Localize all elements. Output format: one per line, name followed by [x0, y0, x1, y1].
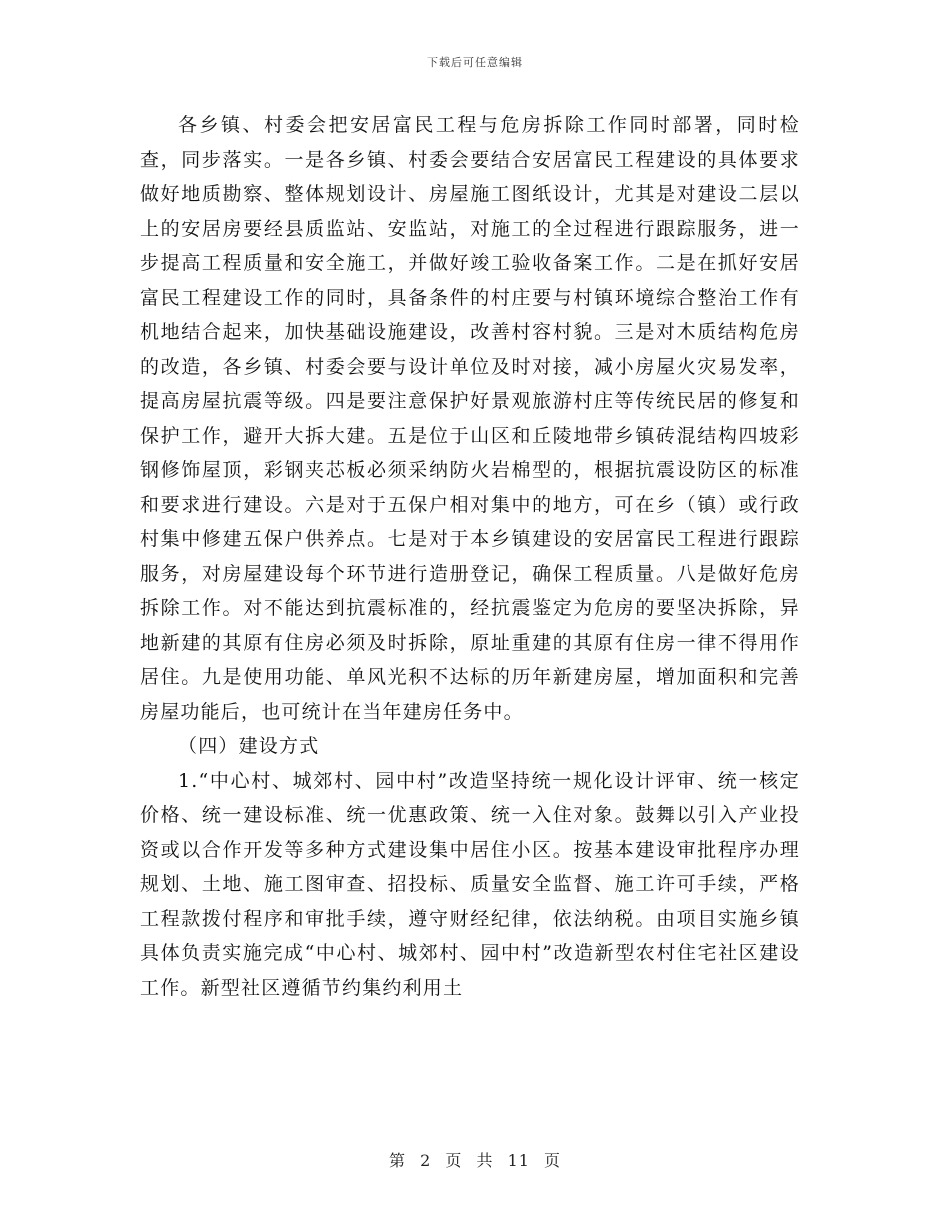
footer-label-ye-2: 页	[544, 1151, 562, 1170]
body-paragraph-1: 各乡镇、村委会把安居富民工程与危房拆除工作同时部署，同时检查，同步落实。一是各乡镇、村委会要结合安居富民工程建设的具体要求做好地质勘察、整体规划设计、房屋施工图纸设计，尤其是对建设二层以上的安居房要经县质监站、安监站，对施工的全过程进行跟踪服务，进一步提高工程质量和安全施工，并做好竣工验收备案工作。二是在抓好安居富民工程建设工作的同时，具备条件的村庄要与村镇环境综合整治工作有机地结合起来，加快基础设施建设，改善村容村貌。三是对木质结构危房的改造，各乡镇、村委会要与设计单位及时对接，减小房屋火灾易发率，提高房屋抗震等级。四是要注意保护好景观旅游村庄等传统民居的修复和保护工作，避开大拆大建。五是位于山区和丘陵地带乡镇砖混结构四坡彩钢修饰屋顶，彩钢夹芯板必须采纳防火岩棉型的，根据抗震设防区的标准和要求进行建设。六是对于五保户相对集中的地方，可在乡（镇）或行政村集中修建五保户供养点。七是对于本乡镇建设的安居富民工程进行跟踪服务，对房屋建设每个环节进行造册登记，确保工程质量。八是做好危房拆除工作。对不能达到抗震标准的，经抗震鉴定为危房的要坚决拆除，异地新建的其原有住房必须及时拆除，原址重建的其原有住房一律不得用作居住。九是使用功能、单风光积不达标的历年新建房屋，增加面积和完善房屋功能后，也可统计在当年建房任务中。	[140, 114, 800, 723]
footer-label-di: 第	[388, 1151, 406, 1170]
document-body	[140, 108, 800, 1005]
footer-total-pages: 11	[507, 1151, 530, 1170]
body-paragraph-2: 1.“中心村、城郊村、园中村”改造坚持统一规化设计评审、统一核定价格、统一建设标准、统一优惠政策、统一入住对象。鼓舞以引入产业投资或以合作开发等多种方式建设集中居住小区。按基本建设审批程序办理规划、土地、施工图审查、招投标、质量安全监督、施工许可手续，严格工程款拨付程序和审批手续，遵守财经纪律，依法纳税。由项目实施乡镇具体负责实施完成“中心村、城郊村、园中村”改造新型农村住宅社区建设工作。新型社区遵循节约集约利用土	[140, 769, 800, 999]
section-heading: （四）建设方式	[178, 735, 320, 757]
footer-current-page: 2	[420, 1151, 432, 1170]
footer-label-gong: 共	[476, 1151, 494, 1170]
footer-label-ye: 页	[445, 1151, 463, 1170]
page-header-note: 下载后可任意编辑	[427, 56, 523, 69]
page-footer	[0, 1148, 950, 1171]
